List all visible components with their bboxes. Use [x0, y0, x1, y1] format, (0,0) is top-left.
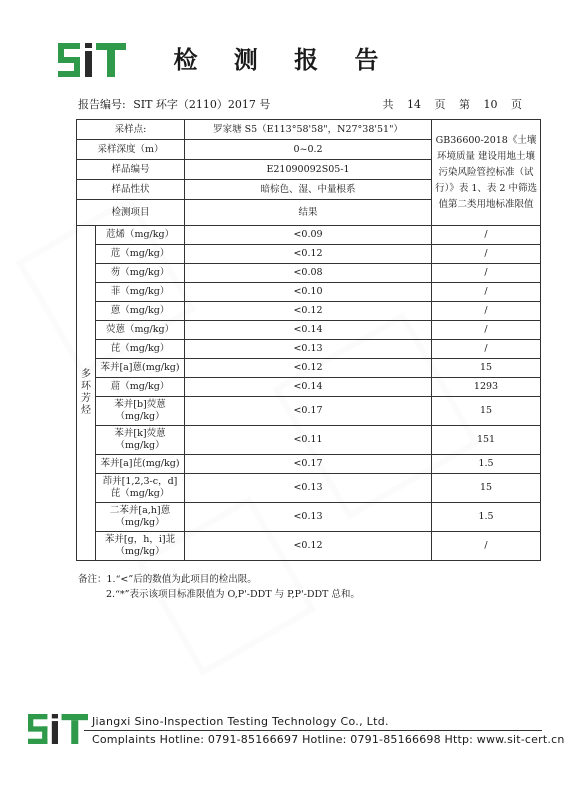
- sample-nature-label: 样品性状: [77, 180, 185, 200]
- table-row: [77, 474, 541, 503]
- analyte-name: 苯并[a]芘(mg/kg): [96, 455, 185, 474]
- table-row: [77, 340, 541, 359]
- analyte-result: <0.13: [185, 340, 432, 359]
- analyte-name: 芴（mg/kg）: [96, 264, 185, 283]
- current-unit: 页: [511, 98, 522, 111]
- analyte-limit: 151: [432, 426, 541, 455]
- table-row: [77, 532, 541, 561]
- analyte-limit: 1.5: [432, 503, 541, 532]
- analyte-limit: 1.5: [432, 455, 541, 474]
- analyte-limit: 15: [432, 397, 541, 426]
- analyte-limit: /: [432, 226, 541, 245]
- table-row: [77, 397, 541, 426]
- notes: [78, 572, 360, 602]
- sit-footer-logo: [28, 712, 88, 746]
- table-row: [77, 426, 541, 455]
- analyte-limit: /: [432, 245, 541, 264]
- analyte-name: 苯并[g，h，i]苝（mg/kg）: [96, 532, 185, 561]
- footer-company: Jiangxi Sino-Inspection Testing Technology Co., Ltd.: [92, 715, 389, 728]
- analyte-limit: /: [432, 321, 541, 340]
- result-header: 结果: [185, 200, 432, 226]
- analyte-name: 菲（mg/kg）: [96, 283, 185, 302]
- analyte-name: 二苯并[a,h]蒽（mg/kg）: [96, 503, 185, 532]
- page-title: 检 测 报 告: [173, 46, 393, 74]
- sample-depth-label: 采样深度（m）: [77, 140, 185, 160]
- analyte-result: <0.12: [185, 245, 432, 264]
- table-row: [77, 378, 541, 397]
- analyte-name: 苯并[b]荧蒽（mg/kg）: [96, 397, 185, 426]
- total-label: 共: [382, 98, 394, 111]
- analyte-limit: 1293: [432, 378, 541, 397]
- sample-id-label: 样品编号: [77, 160, 185, 180]
- current-page: 10: [483, 98, 498, 111]
- analyte-name: 苊烯（mg/kg）: [96, 226, 185, 245]
- standard-reference: GB36600-2018《土壤环境质量 建设用地土壤污染风险管控标准（试行）》表 1、表 2 中筛选值第二类用地标准限值: [432, 120, 541, 226]
- analyte-result: <0.17: [185, 455, 432, 474]
- analyte-result: <0.10: [185, 283, 432, 302]
- sample-point-row: [77, 120, 541, 140]
- total-pages: 14: [407, 98, 421, 111]
- table-row: [77, 264, 541, 283]
- sample-id-value: E21090092S05-1: [185, 160, 432, 180]
- sample-nature-value: 暗棕色、湿、中量根系: [185, 180, 432, 200]
- analyte-result: <0.13: [185, 474, 432, 503]
- analyte-result: <0.11: [185, 426, 432, 455]
- footer-divider: [84, 730, 542, 731]
- analyte-limit: /: [432, 532, 541, 561]
- report-number-label: 报告编号:: [78, 98, 126, 111]
- analyte-result: <0.14: [185, 321, 432, 340]
- page-indicator: [373, 96, 523, 112]
- footer-contact: Complaints Hotline: 0791-85166697 Hotline: 0791-85166698 Http: www.sit-cert.cn: [92, 733, 565, 746]
- analyte-result: <0.17: [185, 397, 432, 426]
- note-1: 备注：1.“<”后的数值为此项目的检出限。: [78, 574, 257, 585]
- analyte-result: <0.08: [185, 264, 432, 283]
- analyte-limit: 15: [432, 359, 541, 378]
- analyte-limit: /: [432, 302, 541, 321]
- analyte-result: <0.13: [185, 503, 432, 532]
- table-row: [77, 283, 541, 302]
- current-label: 第: [459, 98, 470, 111]
- analyte-name: 荧蒽（mg/kg）: [96, 321, 185, 340]
- item-header: 检测项目: [77, 200, 185, 226]
- results-table: [76, 119, 541, 561]
- report-number-value: SIT 环字（2110）2017 号: [133, 98, 271, 111]
- table-row: [77, 302, 541, 321]
- sample-point-label: 采样点:: [77, 120, 185, 140]
- analyte-limit: /: [432, 264, 541, 283]
- analyte-limit: /: [432, 283, 541, 302]
- analyte-limit: 15: [432, 474, 541, 503]
- report-number: [78, 96, 274, 112]
- analyte-name: 䓛（mg/kg）: [96, 378, 185, 397]
- analyte-limit: /: [432, 340, 541, 359]
- page-unit: 页: [434, 98, 446, 111]
- sample-point-value: 罗家塘 S5（E113°58'58"，N27°38'51"）: [185, 120, 432, 140]
- analyte-result: <0.09: [185, 226, 432, 245]
- analyte-result: <0.12: [185, 359, 432, 378]
- analyte-result: <0.14: [185, 378, 432, 397]
- analyte-name: 茚并[1,2,3-c，d]芘（mg/kg）: [96, 474, 185, 503]
- note-2: 2.“*”表示该项目标准限值为 O,P'-DDT 与 P,P'-DDT 总和。: [106, 589, 360, 600]
- analyte-name: 苯并[k]荧蒽（mg/kg）: [96, 426, 185, 455]
- analyte-result: <0.12: [185, 302, 432, 321]
- sample-depth-value: 0~0.2: [185, 140, 432, 160]
- group-label: 多 环 芳 烃: [77, 226, 96, 561]
- table-row: [77, 226, 541, 245]
- analyte-name: 苯并[a]蒽(mg/kg): [96, 359, 185, 378]
- table-row: [77, 245, 541, 264]
- analyte-name: 苊（mg/kg）: [96, 245, 185, 264]
- analyte-name: 芘（mg/kg）: [96, 340, 185, 359]
- table-row: [77, 455, 541, 474]
- analyte-result: <0.12: [185, 532, 432, 561]
- analyte-name: 蒽（mg/kg）: [96, 302, 185, 321]
- table-row: [77, 359, 541, 378]
- table-row: [77, 503, 541, 532]
- table-row: [77, 321, 541, 340]
